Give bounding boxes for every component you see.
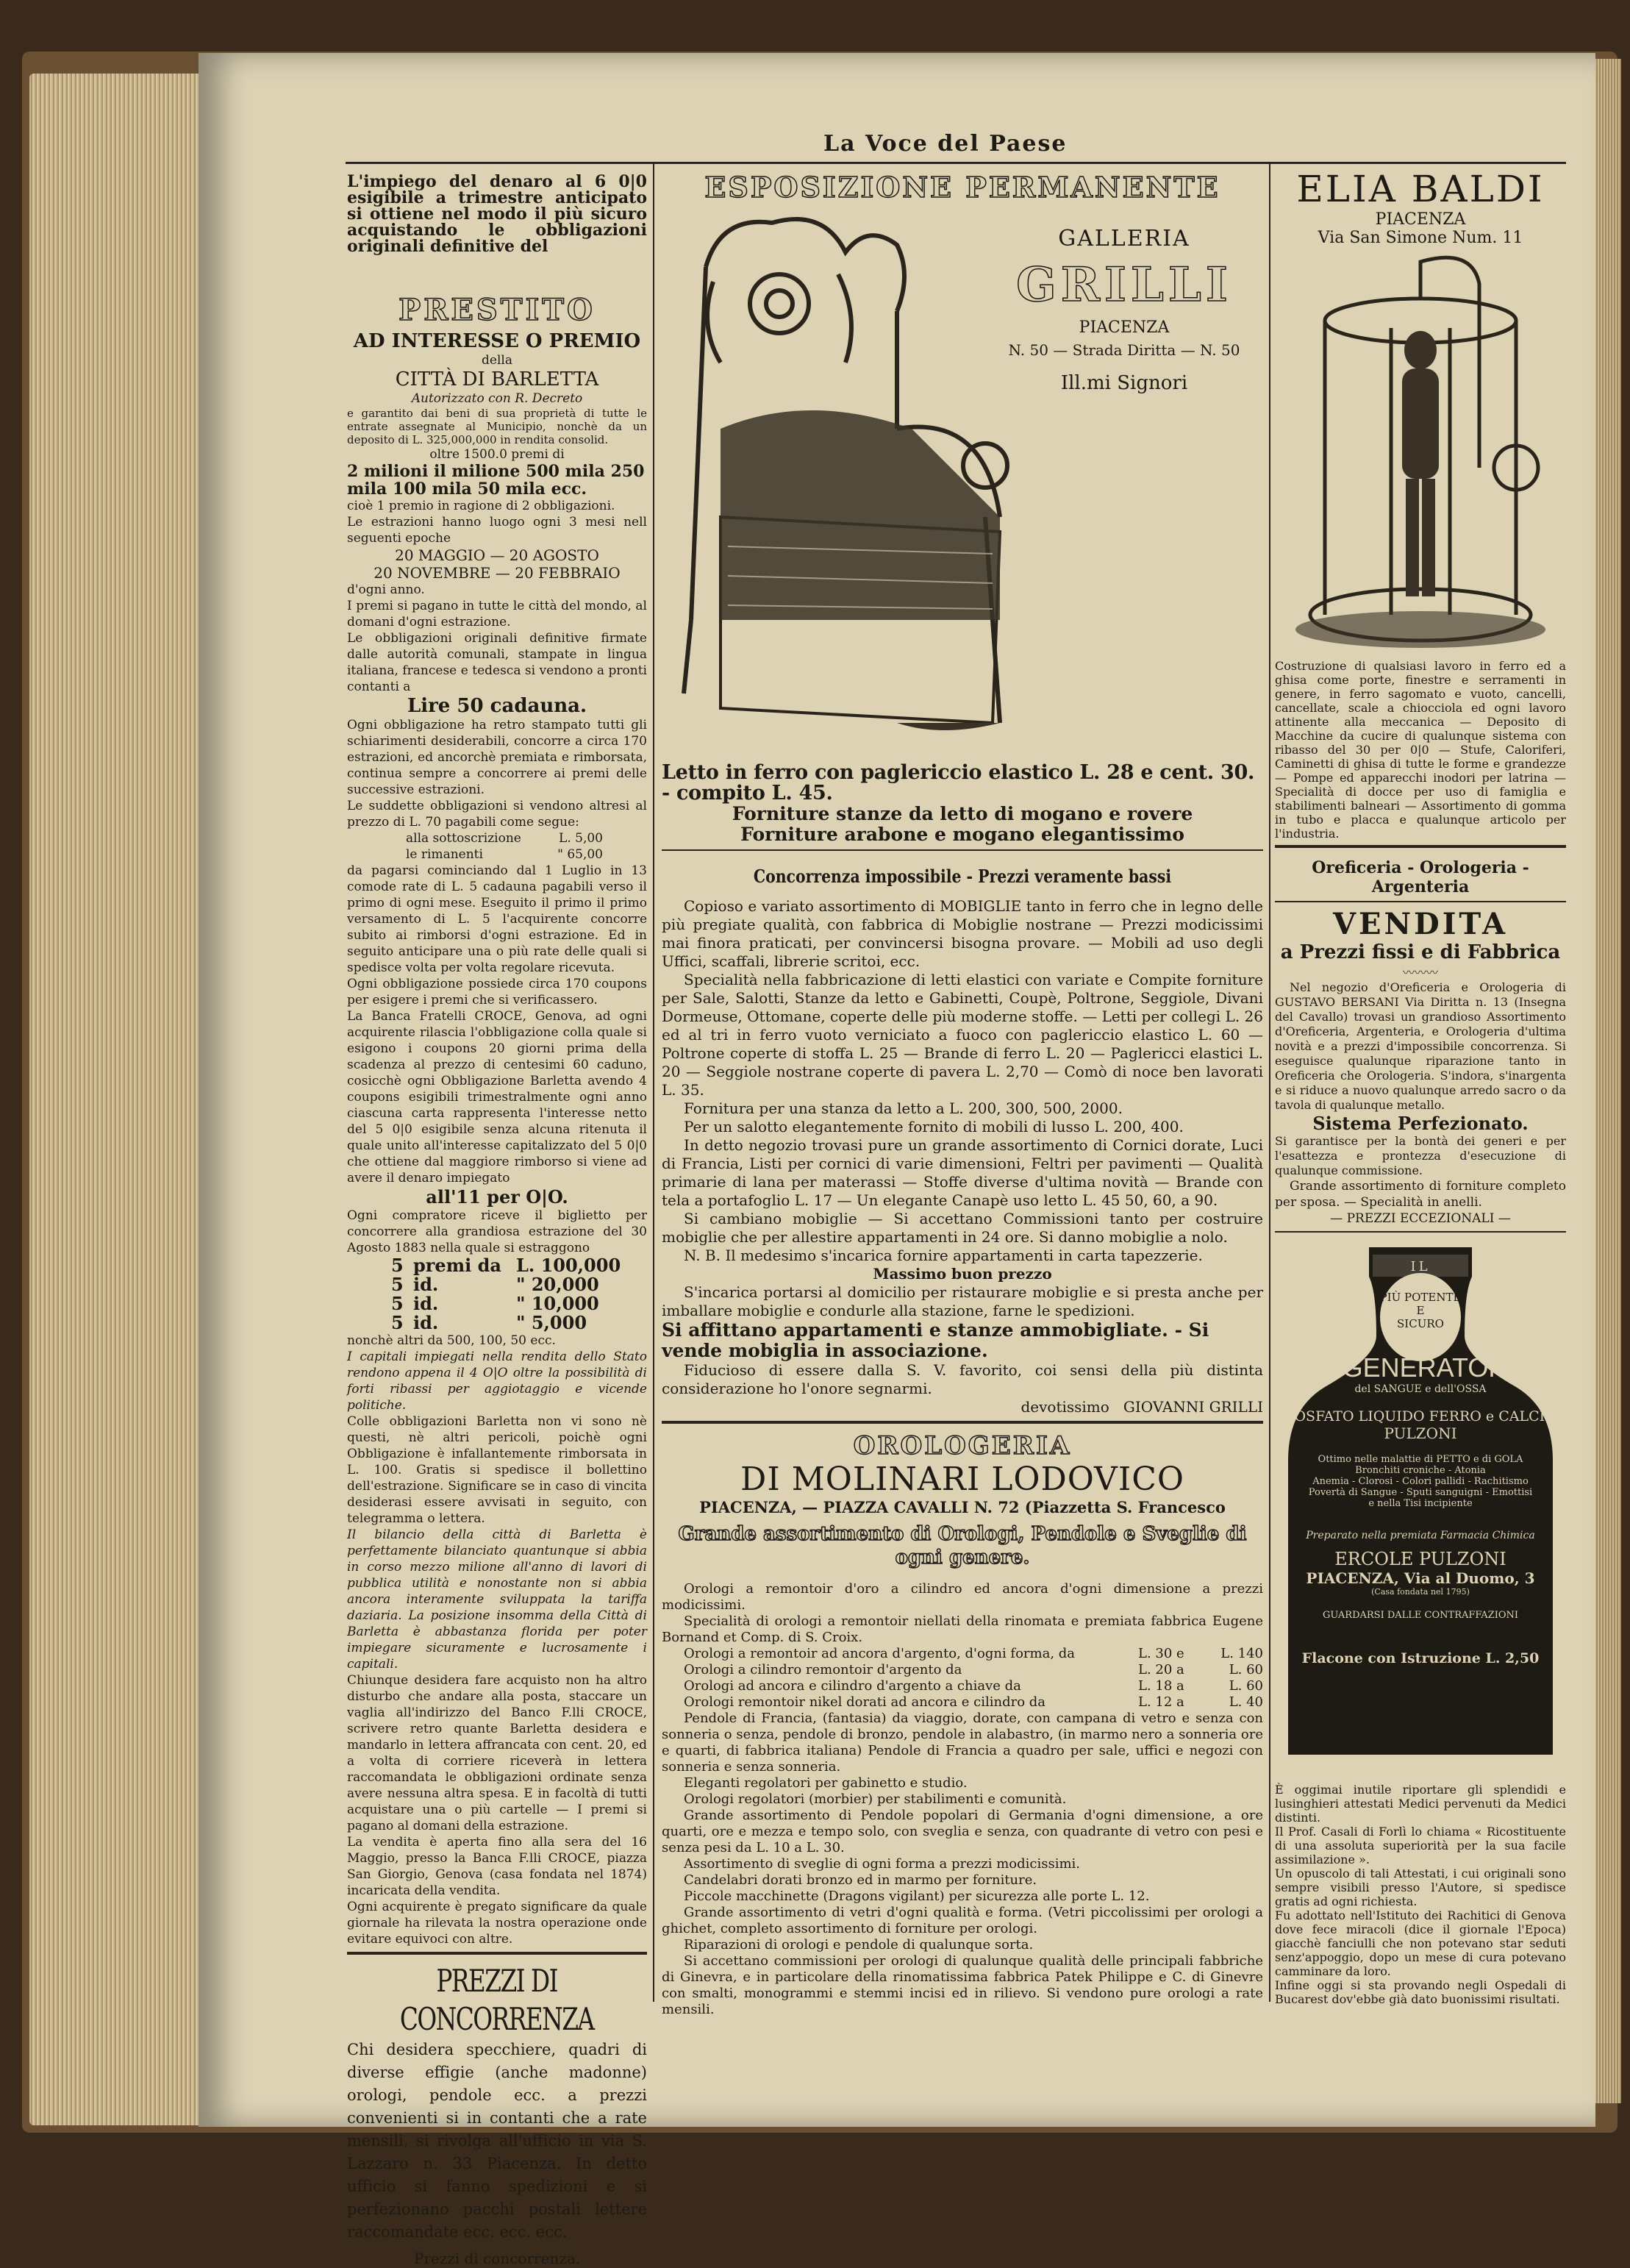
- rigeneratore-r1: È oggimai inutile riportare gli splendidi e lusinghieri attestati Medici pervenuti da Medici distinti.: [1275, 1783, 1566, 1825]
- divider: [1275, 1231, 1566, 1233]
- watch-price-max: L. 60: [1229, 1678, 1263, 1694]
- orologeria-title: OROLOGERIA: [853, 1431, 1072, 1461]
- prize-row: [391, 1294, 647, 1313]
- bottle-potente: PIÙ POTENTE: [1379, 1291, 1462, 1304]
- prize-list: [347, 1256, 647, 1333]
- oreficeria-body3: Grande assortimento di forniture completo per sposa. — Specialità in anelli.: [1275, 1179, 1566, 1210]
- elia-address: Via San Simone Num. 11: [1318, 229, 1523, 247]
- prize-row: [391, 1275, 647, 1294]
- premi-amounts: 2 milioni il milione 500 mila 250 mila 100 mila 50 mila ecc.: [347, 462, 645, 499]
- prize-row: [391, 1313, 647, 1333]
- prize-value: " 20,000: [516, 1274, 599, 1295]
- bottle-ercole: ERCOLE PULZONI: [1334, 1549, 1506, 1569]
- affittano: Si affittano appartamenti e stanze ammobigliate. - Si vende mobiglia in associazione.: [662, 1319, 1209, 1361]
- concorrenza-heading: Concorrenza impossibile - Prezzi veramente bassi: [753, 866, 1172, 887]
- elia-baldi-title: ELIA BALDI: [1296, 168, 1545, 210]
- prize-count: 5: [391, 1274, 404, 1295]
- bottle-guardarsi: GUARDARSI DALLE CONTRAFFAZIONI: [1322, 1610, 1519, 1621]
- molinari-o9: Piccole macchinette (Dragons vigilant) per sicurezza alle porte L. 12.: [684, 1889, 1150, 1904]
- col1-p3: Ogni obbligazione ha retro stampato tutti gli schiarimenti desiderabili, concorre a circa 170 estrazioni, ed ancorchè premiata e rimborsata, continua sempre a concorrere ai premi delle successive estrazioni.: [347, 718, 647, 797]
- col1-p4: Le suddette obbligazioni si vendono altresi al prezzo di L. 70 pagabili come segue:: [347, 799, 647, 830]
- molinari-o11: Riparazioni di orologi e pendole di qualunque sorta.: [684, 1937, 1034, 1953]
- prize-label: id.: [413, 1293, 439, 1314]
- estrazioni: Le estrazioni hanno luogo ogni 3 mesi nell seguenti epoche: [347, 515, 647, 546]
- grilli-name: GRILLI: [1016, 257, 1232, 313]
- prize-value: " 5,000: [516, 1312, 587, 1333]
- grilli-b6: Si cambiano mobiglie — Si accettano Commissioni tanto per costruire mobiglie che per allestire appartamenti in 24 ore. Si danno mobiglie a nolo.: [662, 1210, 1263, 1246]
- bottle-flacone: Flacone con Istruzione L. 2,50: [1301, 1650, 1540, 1666]
- grilli-b8: S'incarica portarsi al domicilio per ristaurare mobiglie e si presta anche per imballare mobiglie e condurle alla stazione, farne le spedizioni.: [662, 1283, 1263, 1319]
- massimo-buon-prezzo: Massimo buon prezzo: [873, 1265, 1052, 1283]
- molinari-o12: Si accettano commissioni per orologi di qualunque qualità delle principali fabbriche di Ginevra, e in particolare della rinomatissima fabbrica Patek Philippe e C. di Ginevre con smalti, monogrammi e stemmi incisi ed in rilievo. Si vendono pure orologi a rate mensili.: [662, 1953, 1263, 2017]
- price-row-sub: alla sottoscrizione L. 5,00: [406, 831, 603, 846]
- shower-illustration: [1281, 247, 1560, 659]
- grilli-signature: GIOVANNI GRILLI: [1123, 1398, 1263, 1416]
- molinari-address: PIACENZA, — PIAZZA CAVALLI N. 72 (Piazzetta S. Francesco: [699, 1498, 1226, 1516]
- watch-price-min: L. 30 e: [1138, 1646, 1184, 1661]
- premi-count: oltre 1500.0 premi di: [429, 447, 565, 462]
- vendita-title: VENDITA: [1332, 907, 1509, 941]
- grilli-b5: In detto negozio trovasi pure un grande assortimento di Cornici dorate, Luci di Francia, Listi per cornici di varie dimensioni, Feltri per pavimenti — Qualità primarie di lana per materassi — Stoffe diverse d'ultima novità — Brande con tela a portafoglio L. 17 — Un elegante Canapè uso letto L. 45 50, 60, a 90.: [662, 1136, 1263, 1209]
- grilli-signori: Ill.mi Signori: [1060, 372, 1188, 394]
- bottle-l3: Anemia - Clorosi - Colori pallidi - Rachitismo: [1312, 1476, 1529, 1487]
- bottle-preparato: Preparato nella premiata Farmacia Chimica: [1306, 1530, 1535, 1541]
- grilli-address: N. 50 — Strada Diritta — N. 50: [1008, 341, 1240, 359]
- bottle-sangue: del SANGUE e dell'OSSA: [1354, 1383, 1487, 1395]
- rigeneratore-r5: Infine oggi si sta provando negli Ospedali di Bucarest dov'ebbe già dato buonissimi risultati.: [1275, 1978, 1566, 2006]
- molinari-o10: Grande assortimento di vetri d'ogni qualità e forma. (Vetri piccolissimi per orologi a ghichet, completo assortimento di forniture per orologi.: [662, 1905, 1263, 1936]
- bottle-ottimo: Ottimo nelle malattie di PETTO e di GOLA: [1318, 1454, 1523, 1465]
- grilli-heading: [985, 226, 1263, 394]
- price-50: Lire 50 cadauna.: [407, 695, 587, 717]
- bottle-il: IL: [1410, 1259, 1431, 1274]
- molinari-o1: Orologi a remontoir d'oro a cilindro ed ancora d'ogni dimensione a prezzi modicissimi.: [662, 1581, 1263, 1613]
- col1-p11: Colle obbligazioni Barletta non vi sono nè questi, nè altri pericoli, poichè ogni Obbligazione è infallantemente rimborsata in L. 100. Gratis si spedisce il bollettino dell'estrazione. Significare se in caso di vincita desiderasi essere avvisati in seguito, con telegramma o lettera.: [347, 1414, 647, 1526]
- bottle-l2: Bronchiti croniche - Atonia: [1355, 1465, 1486, 1476]
- rigeneratore-r2: Il Prof. Casali di Forlì lo chiama « Ricostituente di una assoluta superiorità per la sua facile assimilazione ».: [1275, 1825, 1566, 1866]
- molinari-grande: Grande assortimento di Orologi, Pendole e Sveglie di ogni genere.: [678, 1523, 1247, 1569]
- bottle-casa: (Casa fondata nel 1795): [1371, 1587, 1470, 1597]
- molinari-name: DI MOLINARI LODOVICO: [740, 1461, 1184, 1498]
- grilli-b1: Copioso e variato assortimento di MOBIGLIE tanto in ferro che in legno delle più pregiate qualità, con fabbrica di Mobiglie nostrane — Prezzi modicissimi mai finora praticati, per convincersi bisogna provare. — Mobili ad uso degli Uffici, scaffali, librerie scritoi, ecc.: [662, 897, 1263, 970]
- prize-value: L. 100,000: [516, 1255, 621, 1276]
- watch-price-label: Orologi ad ancora e cilindro d'argento a chiave da: [684, 1678, 1021, 1694]
- prezzi-concorrenza-body: Chi desidera specchiere, quadri di diverse effigie (anche madonne) orologi, pendole ecc. a prezzi convenienti si in contanti che a rate mensili, si rivolga all'ufficio in via S. Lazzaro n. 33 Piacenza. In detto ufficio si fanno spedizioni e si perfezionano pacchi postali lettere raccomandate ecc. ecc. ecc.: [347, 2041, 647, 2241]
- esposizione-title: ESPOSIZIONE PERMANENTE: [704, 171, 1220, 204]
- premi-ratio: cioè 1 premio in ragione di 2 obbligazioni.: [347, 499, 615, 513]
- grilli-b3: Fornitura per una stanza da letto a L. 200, 300, 500, 2000.: [684, 1099, 1123, 1117]
- elia-city: PIACENZA: [1375, 210, 1466, 229]
- bottle-addr: PIACENZA, Via al Duomo, 3: [1306, 1569, 1535, 1587]
- bottle-l5: e nella Tisi incipiente: [1368, 1498, 1473, 1509]
- oreficeria-body: Nel negozio d'Oreficeria e Orologeria di GUSTAVO BERSANI Via Diritta n. 13 (Insegna del Cavallo) trovasi un grandioso Assortimento d'Oreficeria, Argenteria, e Orologeria d'ultima novità e a prezzi d'impossibile concorrenza. Si eseguisce qualunque riparazione tanto in Oreficeria che Orologeria. S'indora, s'inargenta e si riduce a nuovo qualunque arredo sacro o da tavola di qualunque metallo.: [1275, 980, 1566, 1112]
- bottle-label: [1281, 1259, 1560, 1666]
- col1-p1: I premi si pagano in tutte le città del mondo, al domani d'ogni estrazione.: [347, 599, 647, 630]
- grilli-ad-top: [662, 204, 1263, 763]
- garantito: e garantito dai beni di sua proprietà di tutte le entrate assegnate al Municipio, nonchè da un deposito di L. 325,000,000 in rendita consolid.: [347, 407, 647, 446]
- divider: [662, 849, 1263, 851]
- molinari-o7: Assortimento di sveglie di ogni forma a prezzi modicissimi.: [684, 1856, 1081, 1872]
- prize-value: " 10,000: [516, 1293, 599, 1314]
- column-left: [347, 168, 647, 2267]
- molinari-o6: Grande assortimento di Pendole popolari di Germania d'ogni dimensione, a ore quarti, ore e mezza e tempo solo, con sveglia e senza, con quadrante di vetro con pesi e senza pesi da L. 10 a L. 30.: [662, 1808, 1263, 1855]
- page-edges-right: [1592, 59, 1621, 2103]
- watch-price-min: L. 18 a: [1138, 1678, 1184, 1694]
- newspaper-header: La Voce del Paese: [823, 131, 1068, 157]
- prize-label: premi da: [413, 1255, 501, 1276]
- watch-price-row: [662, 1678, 1263, 1694]
- molinari-o2: Specialità di orologi a remontoir niellati della rinomata e premiata fabbrica Eugene Bornand et Comp. di S. Croix.: [662, 1613, 1263, 1645]
- forniture-2: Forniture arabone e mogano elegantissimo: [740, 824, 1184, 845]
- bottle-sicuro: SICURO: [1397, 1317, 1444, 1330]
- autorizzato: Autorizzato con R. Decreto: [411, 391, 583, 406]
- prestito-intro: L'impiego del denaro al 6 0|0 esigibile a trimestre anticipato si ottiene nel modo il più sicuro acquistando le obbligazioni originali definitive del: [347, 172, 647, 256]
- bottle-e: E: [1416, 1304, 1425, 1317]
- col1-p7: La Banca Fratelli CROCE, Genova, ad ogni acquirente rilascia l'obbligazione colla quale si esigono i coupons 20 giorni prima della scadenza al prezzo di centesimi 60 caduno, cosicchè ogni Obbligazione Barletta avendo 4 coupons esigibili trimestralmente ogni anno ciascuna carta rappresenta l'interesse netto del 5 0|0 esigibile senza alcuna ritenuta il quale unito all'interesse capitalizzato del 5 0|0 che ottiene dal maggiore rimborso si viene ad avere il denaro impiegato: [347, 1009, 647, 1185]
- col1-p8: Ogni compratore riceve il biglietto per concorrere alla grandiosa estrazione del 30 Agosto 1883 nella quale si estraggono: [347, 1208, 647, 1255]
- elia-body: Costruzione di qualsiasi lavoro in ferro ed a ghisa come porte, finestre e serramenti in genere, in ferro sagomato e vuoto, cancelli, cancellate, scale a chiocciola ed ogni lavoro attinente alla meccanica — Deposito di Macchine da cucire di qualunque sistema con ribasso del 30 per 0|0 — Stufe, Caloriferi, Caminetti di ghisa di tutte le forme e grandezze — Pompe ed apparecchi inodori per latrina — Specialità di docce per uso di famiglia e stabilimenti balneari — Assortimento di gomma in tubo e placca e qualunque articolo per l'industria.: [1275, 659, 1566, 841]
- della-label: della: [482, 353, 512, 368]
- col1-p12: Il bilancio della città di Barletta è perfettamente bilanciato quantunque si abbia in corso mezzo milione all'anno di lavori di pubblica utilità e nonostante non si abbia ancora interamente sviluppata la tariffa daziaria. La posizione insomma della Città di Barletta è abbastanza florida per poter impiegare sicuramente e lucrosamente i capitali.: [347, 1527, 647, 1672]
- molinari-o5: Orologi regolatori (morbier) per stabilimenti e comunità.: [684, 1791, 1067, 1807]
- watch-price-min: L. 12 a: [1138, 1694, 1184, 1710]
- column-rule-2: [1269, 163, 1270, 2002]
- prize-count: 5: [391, 1312, 404, 1333]
- price-row-rim: le rimanenti " 65,00: [406, 847, 603, 862]
- dates-2: 20 NOVEMBRE — 20 FEBBRAIO: [373, 564, 621, 582]
- prezzi-concorrenza-sign: Prezzi di concorrenza.: [413, 2250, 581, 2267]
- prize-count: 5: [391, 1255, 404, 1276]
- divider: [1275, 901, 1566, 902]
- grilli-b7: N. B. Il medesimo s'incarica fornire appartamenti in carta tapezzerie.: [684, 1247, 1203, 1264]
- molinari-o3: Pendole di Francia, (fantasia) da viaggio, dorate, con campana di vetro e senza con sonneria o senza, pendole di bronzo, pendole in alabastro, (in marmo nero a sonneria ore e quarti, di fabbrica italiana) Pendole di Francia a quadro per sale, uffici e negozi con sonneria e senza sonneria.: [662, 1711, 1263, 1775]
- watch-price-max: L. 140: [1220, 1646, 1263, 1661]
- watch-price-label: Orologi a cilindro remontoir d'argento da: [684, 1662, 962, 1677]
- molinari-o8: Candelabri dorati bronzo ed in marmo per forniture.: [684, 1872, 1037, 1888]
- bottle-pulzoni: PULZONI: [1384, 1424, 1457, 1442]
- rigeneratore-r4: Fu adottato nell'Istituto dei Rachitici di Genova dove fece miracoli (dice il giornale l'Epoca) giacchè fanciulli che non potevano star seduti senz'appoggio, dopo un mese di cura potevano camminare da loro.: [1275, 1908, 1566, 1978]
- grilli-b4: Per un salotto elegantemente fornito di mobili di lusso L. 200, 400.: [684, 1118, 1184, 1135]
- oreficeria-title: Oreficeria - Orologeria - Argenteria: [1312, 858, 1529, 896]
- prestito-subtitle: AD INTERESSE O PREMIO: [353, 330, 641, 352]
- letto-price: Letto in ferro con paglericcio elastico L. 28 e cent. 30. - compito L. 45.: [662, 761, 1255, 805]
- watch-price-min: L. 20 a: [1138, 1662, 1184, 1677]
- bottle-l4: Povertà di Sangue - Sputi sanguigni - Emottisi: [1308, 1487, 1533, 1498]
- column-right: [1275, 168, 1566, 2224]
- watch-price-row: [662, 1646, 1263, 1662]
- col1-p14: La vendita è aperta fino alla sera del 16 Maggio, presso la Banca F.lli CROCE, piazza San Giorgio, Genova (casa fondata nel 1874) incaricata della vendita.: [347, 1835, 647, 1898]
- all11: all'11 per O|O.: [426, 1186, 568, 1208]
- molinari-o4: Eleganti regolatori per gabinetto e studio.: [684, 1775, 968, 1791]
- col1-p9: nonchè altri da 500, 100, 50 ecc.: [347, 1333, 556, 1348]
- col1-p5: da pagarsi cominciando dal 1 Luglio in 13 comode rate di L. 5 cadauna pagabili verso il primo di ogni mese. Eseguito il primo il primo versamento di L. 5 l'acquirente concorre subito ai rimborsi d'ogni estrazione. Ed in seguito anticipare una o più rate delle quali si spedisce volta per volta regolare ricevuta.: [347, 863, 647, 975]
- watch-price-list: [662, 1646, 1263, 1711]
- prezzi-concorrenza-title: PREZZI DI CONCORRENZA: [399, 1963, 594, 2037]
- col1-p6: Ogni obbligazione possiede circa 170 coupons per esigere i premi che si verificassero.: [347, 977, 647, 1008]
- col1-p15: Ogni acquirente è pregato significare da quale giornale ha rilevata la nostra operazione onde evitare equivoci con altre.: [347, 1900, 647, 1947]
- col1-p2: Le obbligazioni originali definitive firmate dalle autorità comunali, stampate in lingua italiana, francese e tedesca si vendono a pronti contanti a: [347, 631, 647, 694]
- divider: [347, 1952, 647, 1955]
- bottle-fosfato: FOSFATO LIQUIDO FERRO e CALCIO: [1284, 1408, 1556, 1424]
- sistema-perfezionato: Sistema Perfezionato.: [1312, 1113, 1529, 1134]
- watch-price-label: Orologi remontoir nikel dorati ad ancora e cilindro da: [684, 1694, 1046, 1710]
- iron-bed-illustration: [676, 208, 1015, 752]
- grilli-b2: Specialità nella fabbricazione di letti elastici con variate e Compite forniture per Sale, Salotti, Stanze da letto e Gabinetti, Coupè, Poltrone, Seggiole, Divani Dormeuse, Ottomane, coperte delle più moderne stoffe. — Letti per collegi L. 26 ed al tri in ferro vuoto verniciato a fuoco con paglericcio elastico L. 60 — Poltrone coperte di stoffa L. 25 — Brande di ferro L. 20 — Paglericci elastici L. 20 — Seggiole nostrane coperte di pavera L. 2,70 — Comò di noce ben lavorati L. 35.: [662, 971, 1263, 1099]
- prize-count: 5: [391, 1293, 404, 1314]
- oreficeria-body2: Si garantisce per la bontà dei generi e per l'esattezza e prontezza d'esecuzione di qualunque commissione.: [1275, 1134, 1566, 1177]
- col1-p13: Chiunque desidera fare acquisto non ha altro disturbo che andare alla posta, staccare un vaglia all'indirizzo del Banco F.lli CROCE, scrivere retro quante Barletta desidera e mandarlo in lettera affrancata con cent. 20, ed a volta di corriere riceverà in lettera raccomandata le obbligazioni ordinate senza avere nessuna altra spesa. E in facoltà di tutti acquistare una o più cartelle — I premi si pagano al domani della estrazione.: [347, 1673, 647, 1833]
- dogni-anno: d'ogni anno.: [347, 582, 425, 597]
- grilli-signature-line: devotissimo GIOVANNI GRILLI: [1020, 1398, 1263, 1416]
- rigeneratore-ad: [1275, 1247, 1566, 1777]
- watch-price-row: [662, 1662, 1263, 1678]
- prize-label: id.: [413, 1312, 439, 1333]
- watch-price-max: L. 60: [1229, 1662, 1263, 1677]
- prize-row: [391, 1256, 647, 1275]
- column-center: [662, 168, 1263, 2224]
- forniture-1: Forniture stanze da letto di mogano e rovere: [732, 803, 1193, 824]
- citta-barletta: CITTÀ DI BARLETTA: [395, 368, 599, 391]
- galleria-label: GALLERIA: [1058, 226, 1190, 252]
- grilli-city: PIACENZA: [1079, 318, 1170, 337]
- page-edges-left: [29, 74, 199, 2125]
- divider: [1275, 845, 1566, 848]
- ornament: 〰〰〰: [1402, 966, 1438, 980]
- watch-price-row: [662, 1694, 1263, 1711]
- watch-price-max: L. 40: [1229, 1694, 1263, 1710]
- column-rule-1: [653, 163, 654, 2002]
- prezzi-fissi: a Prezzi fissi e di Fabbrica: [1280, 941, 1561, 963]
- grilli-b9: Fiducioso di essere dalla S. V. favorito, coi sensi della più distinta considerazione ho l'onore segnarmi.: [662, 1361, 1263, 1397]
- divider: [662, 1421, 1263, 1424]
- rigeneratore-r3: Un opuscolo di tali Attestati, i cui originali sono sempre visibili presso l'Autore, si spedisce gratis ad ogni richiesta.: [1275, 1866, 1566, 1908]
- watch-price-label: Orologi a remontoir ad ancora d'argento, d'ogni forma, da: [684, 1646, 1076, 1661]
- prestito-title: PRESTITO: [398, 293, 596, 327]
- prezzi-eccezionali: — PREZZI ECCEZIONALI —: [1330, 1211, 1511, 1226]
- header-rule: [346, 162, 1566, 164]
- col1-p10: I capitali impiegati nella rendita dello Stato rendono appena il 4 O|O oltre la possibilità di forti ribassi per aggiotaggio e vicende politiche.: [347, 1349, 647, 1413]
- prize-label: id.: [413, 1274, 439, 1295]
- bottle-rigeneratore: RIGENERATORE: [1315, 1352, 1526, 1383]
- dates-1: 20 MAGGIO — 20 AGOSTO: [395, 546, 599, 564]
